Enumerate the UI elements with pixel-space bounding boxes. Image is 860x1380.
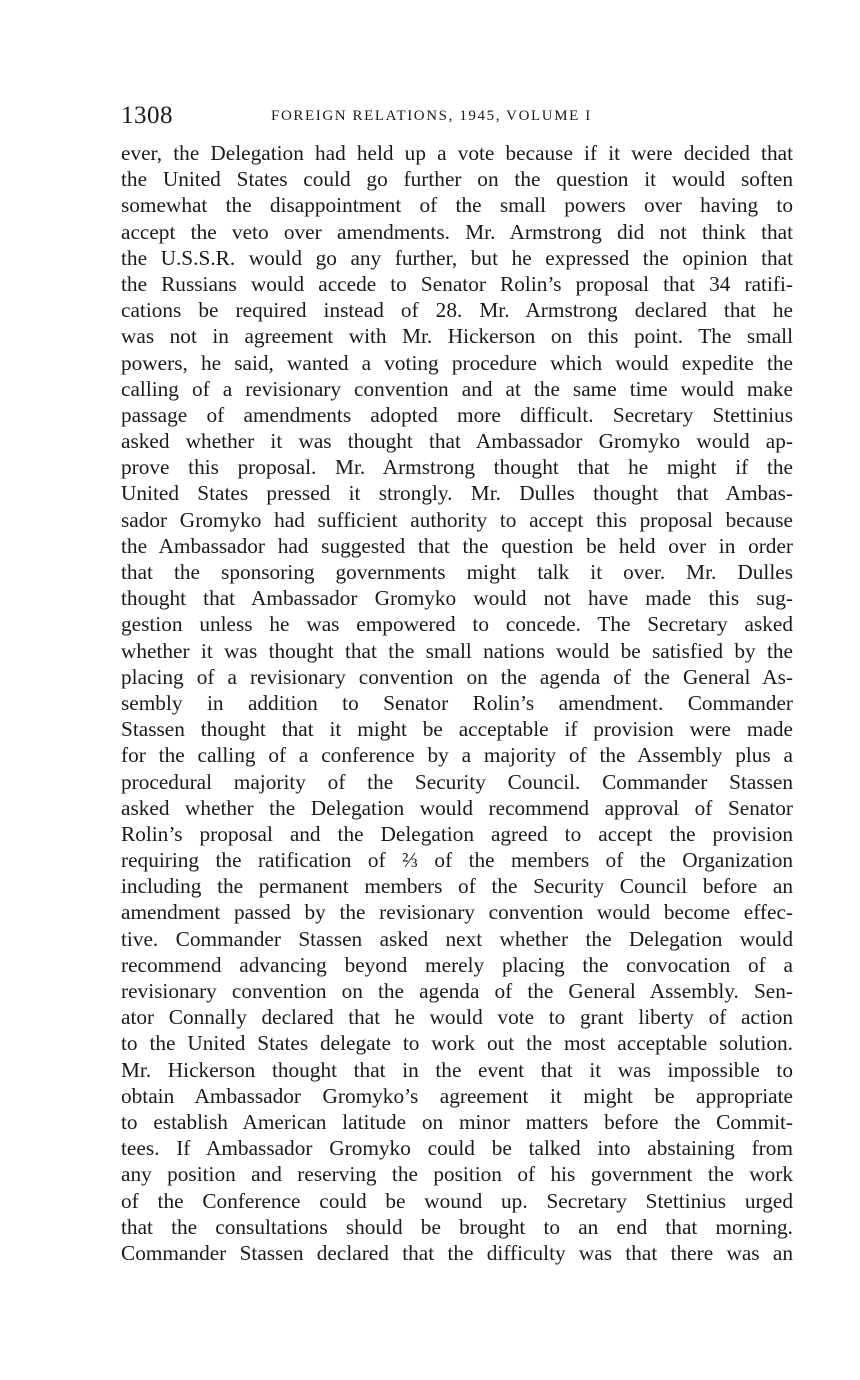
text-line: sador Gromyko had sufficient authority to accept this proposal because [121,507,793,532]
text-line: that the sponsoring governments might talk it over. Mr. Dulles [121,560,793,584]
text-line: the Russians would accede to Senator Rolin’s proposal that 34 ratifi- [121,271,793,296]
text-line: including the permanent members of the Security Council before an [121,874,793,899]
text-line: placing of a revisionary convention on the agenda of the General As- [121,664,793,689]
text-line: obtain Ambassador Gromyko’s agreement it might be appropriate [121,1083,793,1108]
text-line: any position and reserving the position of his government the work [121,1162,793,1187]
text-line: calling of a revisionary convention and at the same time would make [121,376,793,401]
text-line: to establish American latitude on minor matters before the Commit- [121,1109,793,1134]
text-line: Commander Stassen declared that the difficulty was that there was an [121,1240,793,1265]
page-number: 1308 [121,102,173,129]
text-line: amendment passed by the revisionary convention would become effec- [121,900,793,925]
text-line: tees. If Ambassador Gromyko could be talked into abstaining from [121,1136,793,1161]
text-line: sembly in addition to Senator Rolin’s amendment. Commander [121,690,793,715]
text-line: requiring the ratification of ⅔ of the members of the Organization [121,848,793,873]
text-line: powers, he said, wanted a voting procedure which would expedite the [121,350,793,375]
text-line: ator Connally declared that he would vote to grant liberty of action [121,1005,793,1030]
text-line: for the calling of a conference by a majority of the Assembly plus a [121,743,793,768]
text-line: prove this proposal. Mr. Armstrong thought that he might if the [121,455,793,480]
text-line: thought that Ambassador Gromyko would not have made this sug- [121,586,793,611]
text-line: to the United States delegate to work out the most acceptable solution. [121,1031,793,1056]
running-head: FOREIGN RELATIONS, 1945, VOLUME I [271,108,592,124]
text-line: revisionary convention on the agenda of the General Assembly. Sen- [121,979,793,1003]
text-line: somewhat the disappointment of the small powers over having to [121,193,793,218]
text-line: tive. Commander Stassen asked next whether the Delegation would [121,926,793,951]
text-line: Mr. Hickerson thought that in the event that it was impossible to [121,1057,793,1082]
text-line: whether it was thought that the small nations would be satisfied by the [121,638,793,663]
text-line: the Ambassador had suggested that the question be held over in order [121,533,793,558]
text-line: of the Conference could be wound up. Secretary Stettinius urged [121,1188,793,1213]
text-line: the U.S.S.R. would go any further, but he expressed the opinion that [121,245,793,270]
document-page [121,100,793,1266]
text-line: gestion unless he was empowered to concede. The Secretary asked [121,612,793,637]
text-line: accept the veto over amendments. Mr. Armstrong did not think that [121,219,793,244]
text-line: procedural majority of the Security Council. Commander Stassen [121,769,793,794]
text-line: asked whether the Delegation would recommend approval of Senator [121,795,793,820]
text-line: Rolin’s proposal and the Delegation agreed to accept the provision [121,821,793,846]
text-line: passage of amendments adopted more difficult. Secretary Stettinius [121,402,793,427]
text-line: the United States could go further on the question it would soften [121,167,793,192]
text-line: recommend advancing beyond merely placing the convocation of a [121,952,793,977]
body-text [121,140,793,1266]
text-line: Stassen thought that it might be acceptable if provision were made [121,717,793,742]
text-line: ever, the Delegation had held up a vote because if it were decided that [121,141,793,165]
text-line: was not in agreement with Mr. Hickerson on this point. The small [121,324,793,349]
text-line: asked whether it was thought that Ambassador Gromyko would ap- [121,429,793,454]
text-line: that the consultations should be brought to an end that morning. [121,1214,793,1239]
text-line: United States pressed it strongly. Mr. Dulles thought that Ambas- [121,481,793,506]
text-line: cations be required instead of 28. Mr. Armstrong declared that he [121,298,793,323]
page-header [121,100,793,140]
